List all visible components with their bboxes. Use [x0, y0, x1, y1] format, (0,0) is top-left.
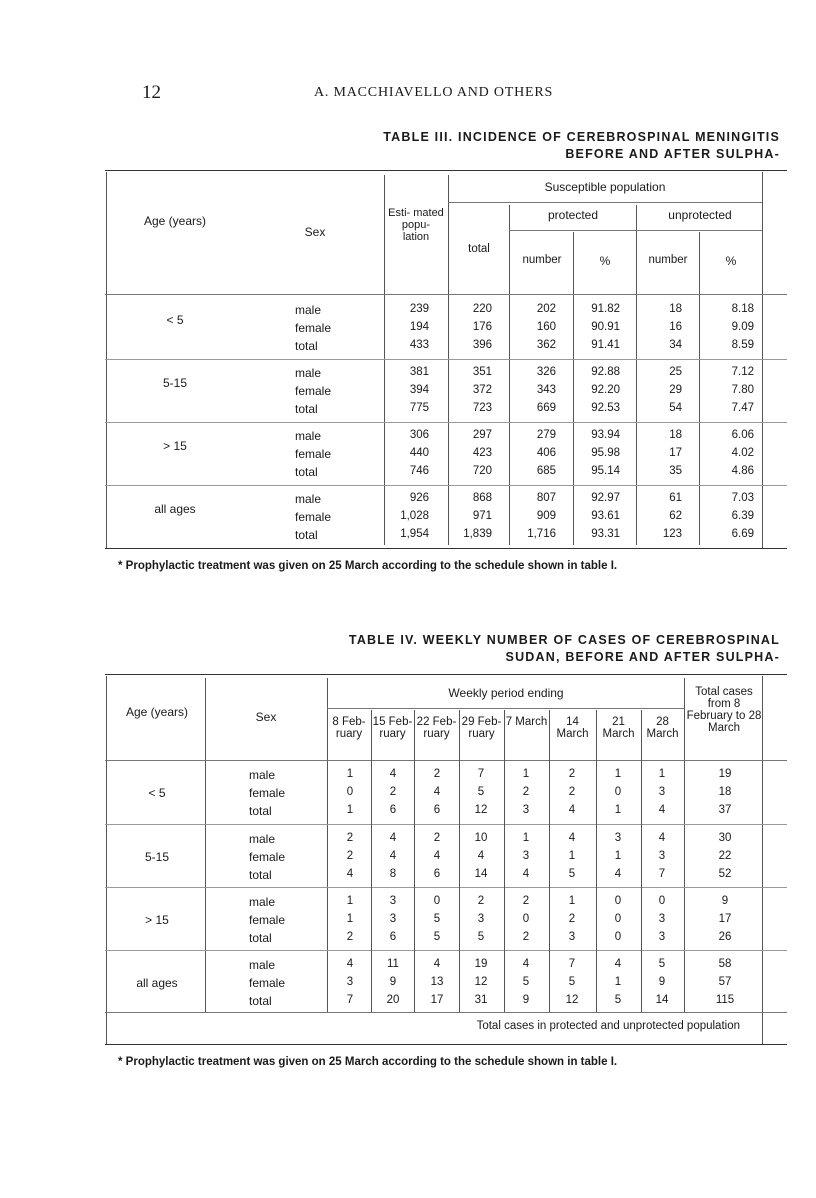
table4-cell: 9 [522, 994, 530, 1006]
table4-bottom-note: Total cases in protected and unprotected population [476, 1020, 740, 1032]
table3-cell: 326 [536, 366, 556, 378]
table3-cell: 95.14 [591, 465, 620, 477]
table4-cell: 2 [346, 832, 354, 844]
table3-cell: 343 [536, 384, 556, 396]
table4-week-header: 21 March [602, 716, 635, 740]
page-number: 12 [142, 82, 161, 103]
table3-cell: 433 [409, 339, 429, 351]
table3-header-sex: Sex [304, 225, 326, 239]
table4-cell: 4 [522, 868, 530, 880]
table4-cell: 14 [474, 868, 488, 880]
table3-cell: 91.82 [591, 303, 620, 315]
table3-cell: 93.61 [591, 510, 620, 522]
table4-cell: 1 [614, 976, 622, 988]
table3-cell: 669 [536, 402, 556, 414]
table3-cell: 723 [472, 402, 492, 414]
table4-cell: 2 [522, 786, 530, 798]
table3-cell: 775 [409, 402, 429, 414]
table4-cell: 7 [568, 958, 576, 970]
table4-cell: 19 [718, 768, 732, 780]
table4-cell: 2 [477, 895, 485, 907]
table4-group-rule [105, 950, 787, 951]
table4-header-weekly: Weekly period ending [448, 686, 564, 700]
table4-cell: 1 [614, 768, 622, 780]
table4-cell: 4 [389, 832, 397, 844]
table4-sub-rule [327, 708, 684, 709]
table4-note-rule [105, 1012, 787, 1013]
table3-left-border [106, 172, 107, 548]
table4-cell: 2 [522, 931, 530, 943]
table3-cell: 194 [409, 321, 429, 333]
table4-cell: 5 [568, 976, 576, 988]
table4-cell: 10 [474, 832, 488, 844]
table3-cell: 1,028 [400, 510, 429, 522]
table4-cell: 0 [614, 913, 622, 925]
table4-cell: 4 [658, 832, 666, 844]
table3-col-divider [384, 175, 385, 545]
table3-cell: 6.39 [731, 510, 754, 522]
table4-cell: 4 [389, 850, 397, 862]
table4-cell: 3 [658, 931, 666, 943]
table4-cell: 7 [658, 868, 666, 880]
table4-cell: 5 [477, 786, 485, 798]
table4-cell: 0 [614, 786, 622, 798]
table4-cell: 3 [658, 850, 666, 862]
table3-cell: 35 [669, 465, 682, 477]
table4-cell: 4 [568, 804, 576, 816]
table4-cell: 12 [474, 804, 488, 816]
table3-cell: 362 [536, 339, 556, 351]
table3-cell: 8.59 [731, 339, 754, 351]
table3-cell: 54 [669, 402, 682, 414]
table4-cell: 5 [477, 931, 485, 943]
table4-cell: 4 [389, 768, 397, 780]
table4-sex-label: male [249, 832, 276, 846]
table3-sex-label: total [295, 402, 318, 416]
table3-cell: 971 [472, 510, 492, 522]
table3-cell: 4.02 [731, 447, 754, 459]
table3-group-rule [105, 422, 787, 423]
table3-cell: 7.12 [731, 366, 754, 378]
table3-footnote: * Prophylactic treatment was given on 25 March according to the schedule shown in table I. [118, 560, 618, 572]
table3-sub-rule [509, 230, 762, 231]
table4-cell: 1 [346, 895, 354, 907]
table3-cell: 9.09 [731, 321, 754, 333]
table4-cell: 19 [474, 958, 488, 970]
table4-cell: 1 [568, 850, 576, 862]
table4-cell: 5 [433, 913, 441, 925]
table4-cell: 4 [614, 868, 622, 880]
table4-cell: 4 [614, 958, 622, 970]
table4-group-rule [105, 824, 787, 825]
table3-cell: 176 [472, 321, 492, 333]
table3-group-rule [105, 485, 787, 486]
table4-sex-label: female [249, 976, 286, 990]
table3-cell: 351 [472, 366, 492, 378]
table3-cell: 61 [669, 492, 682, 504]
table4-cell: 6 [433, 868, 441, 880]
table3-cell: 685 [536, 465, 556, 477]
table4-cell: 0 [614, 895, 622, 907]
table3-cell: 92.20 [591, 384, 620, 396]
table3-sex-label: total [295, 465, 318, 479]
table3-sex-label: female [295, 510, 332, 524]
table3-cell: 18 [669, 303, 682, 315]
table4-sex-label: female [249, 786, 286, 800]
table3-cell: 8.18 [731, 303, 754, 315]
table4-cell: 1 [346, 913, 354, 925]
table4-cell: 12 [474, 976, 488, 988]
table4-sex-label: male [249, 895, 276, 909]
table4-cell: 6 [389, 804, 397, 816]
table3-cell: 807 [536, 492, 556, 504]
table3-cell: 7.47 [731, 402, 754, 414]
table3-header-percent: % [599, 254, 611, 268]
table3-cell: 1,954 [400, 528, 429, 540]
table3-sex-label: male [295, 492, 322, 506]
table4-cell: 8 [389, 868, 397, 880]
table4-cell: 20 [386, 994, 400, 1006]
table4-cell: 3 [389, 895, 397, 907]
table4-week-header: 29 Feb- ruary [461, 716, 502, 740]
table4-cell: 18 [718, 786, 732, 798]
table4-cell: 4 [522, 958, 530, 970]
table3-caption [383, 129, 780, 163]
table4-cell: 1 [614, 850, 622, 862]
table3-cell: 16 [669, 321, 682, 333]
table4-bottom-rule [105, 1044, 787, 1045]
table3-cell: 239 [409, 303, 429, 315]
table3-cell: 93.94 [591, 429, 620, 441]
table4-cell: 11 [387, 958, 399, 970]
table4-cell: 4 [433, 958, 441, 970]
table3-cell: 92.97 [591, 492, 620, 504]
table4-cell: 14 [655, 994, 669, 1006]
table3-top-rule [105, 170, 787, 171]
table3-sex-label: female [295, 447, 332, 461]
table3-sex-label: male [295, 429, 322, 443]
table3-cell: 306 [409, 429, 429, 441]
table4-cell: 2 [389, 786, 397, 798]
table4-week-header: 15 Feb- ruary [372, 716, 413, 740]
table3-cell: 372 [472, 384, 492, 396]
table3-cell: 746 [409, 465, 429, 477]
table3-bottom-rule [105, 548, 787, 549]
table3-sub-rule [448, 202, 762, 203]
table4-cell: 6 [433, 804, 441, 816]
table4-cell: 6 [389, 931, 397, 943]
table4-cell: 1 [522, 832, 530, 844]
table4-cell: 12 [565, 994, 579, 1006]
table3-age-group: 5-15 [162, 376, 188, 390]
table4-cell: 3 [568, 931, 576, 943]
table3-cell: 4.86 [731, 465, 754, 477]
table3-header-susceptible: Susceptible population [544, 180, 666, 194]
table4-sex-label: female [249, 913, 286, 927]
table4-cell: 26 [718, 931, 732, 943]
table3-header-age: Age (years) [143, 214, 207, 228]
table4-age-group: all ages [136, 976, 178, 990]
table4-sex-label: male [249, 958, 276, 972]
table3-cell: 123 [662, 528, 682, 540]
table3-group-rule [105, 359, 787, 360]
table4-cell: 4 [568, 832, 576, 844]
table4-cell: 2 [346, 931, 354, 943]
table3-col-divider [448, 175, 449, 545]
table4-cell: 2 [568, 768, 576, 780]
table4-cell: 0 [522, 913, 530, 925]
table4-cell: 13 [430, 976, 444, 988]
table4-cell: 2 [433, 832, 441, 844]
table4-group-rule [105, 887, 787, 888]
table4-sex-label: total [249, 868, 272, 882]
table3-header-number-unprotected: number [648, 254, 688, 266]
table4-header-age: Age (years) [125, 705, 189, 719]
table3-header-unprotected: unprotected [668, 208, 732, 222]
table4-cell: 4 [346, 958, 354, 970]
table4-cell: 31 [474, 994, 488, 1006]
table3-cell: 34 [669, 339, 682, 351]
table4-week-header: 28 March [646, 716, 679, 740]
table4-cell: 9 [721, 895, 729, 907]
table3-cell: 17 [669, 447, 682, 459]
table4-week-header: 8 Feb- ruary [332, 716, 366, 740]
table3-header-estimated: Esti- mated popu- lation [388, 207, 444, 243]
table3-cell: 1,839 [463, 528, 492, 540]
table4-cell: 9 [389, 976, 397, 988]
table4-cell: 4 [433, 786, 441, 798]
table4-cell: 17 [430, 994, 444, 1006]
table3-cell: 92.53 [591, 402, 620, 414]
table4-cell: 22 [718, 850, 732, 862]
table4-cell: 4 [433, 850, 441, 862]
table3-cell: 423 [472, 447, 492, 459]
table3-cell: 91.41 [591, 339, 620, 351]
table3-header-total: total [468, 243, 490, 255]
table4-col-divider [205, 678, 206, 1012]
table3-cell: 220 [472, 303, 492, 315]
table4-cell: 5 [568, 868, 576, 880]
table3-cell: 6.69 [731, 528, 754, 540]
table3-sex-label: female [295, 384, 332, 398]
table4-cell: 0 [346, 786, 354, 798]
table4-cell: 5 [614, 994, 622, 1006]
table4-sex-label: male [249, 768, 276, 782]
table3-cell: 25 [669, 366, 682, 378]
table3-cell: 396 [472, 339, 492, 351]
table3-cell: 868 [472, 492, 492, 504]
table3-cell: 279 [536, 429, 556, 441]
table3-header-percent-unprotected: % [725, 254, 737, 268]
table3-cell: 160 [536, 321, 556, 333]
table4-cell: 0 [614, 931, 622, 943]
table4-sex-label: total [249, 994, 272, 1008]
table3-cell: 440 [409, 447, 429, 459]
table4-cell: 5 [658, 958, 666, 970]
table4-cell: 57 [718, 976, 732, 988]
table4-cell: 2 [433, 768, 441, 780]
table4-cell: 30 [718, 832, 732, 844]
table3-sex-label: male [295, 303, 322, 317]
table4-col-divider [684, 678, 685, 1012]
table4-week-headers [327, 716, 684, 758]
table3-cell: 1,716 [527, 528, 556, 540]
table4-cell: 1 [346, 804, 354, 816]
table4-cell: 5 [433, 931, 441, 943]
table4-sex-label: total [249, 931, 272, 945]
table3-header-protected: protected [547, 208, 599, 222]
table4-footnote: * Prophylactic treatment was given on 25 March according to the schedule shown in table I. [118, 1056, 618, 1068]
table4-week-header: 22 Feb- ruary [416, 716, 457, 740]
table3-cell: 7.80 [731, 384, 754, 396]
table3-header-rule [105, 294, 787, 295]
table4-age-group: > 15 [145, 913, 169, 927]
table3-sex-label: total [295, 339, 318, 353]
table4-cell: 2 [522, 895, 530, 907]
table4-left-border [106, 676, 107, 1044]
table3-cell: 406 [536, 447, 556, 459]
table4-cell: 9 [658, 976, 666, 988]
table4-cell: 58 [718, 958, 732, 970]
table3-sex-label: female [295, 321, 332, 335]
table3-cell: 29 [669, 384, 682, 396]
table3-age-group: > 15 [163, 439, 187, 453]
table4-cell: 2 [346, 850, 354, 862]
table4-top-rule [105, 674, 787, 675]
table3-cell: 18 [669, 429, 682, 441]
table3-cell: 6.06 [731, 429, 754, 441]
table4-week-header: 7 March [505, 716, 548, 728]
table4-cell: 4 [346, 868, 354, 880]
table3-sex-label: total [295, 528, 318, 542]
running-head: A. MACCHIAVELLO AND OTHERS [314, 85, 554, 100]
table4-age-group: < 5 [148, 786, 166, 800]
table4-caption-line2: SUDAN, BEFORE AND AFTER SULPHA- [505, 650, 780, 664]
table4-header-total-cases: Total cases from 8 February to 28 March [686, 686, 762, 734]
table3-cell: 720 [472, 465, 492, 477]
table4-caption-line1: TABLE IV. WEEKLY NUMBER OF CASES OF CEREBROSPINAL [348, 633, 780, 647]
table4-cell: 5 [522, 976, 530, 988]
table4-cell: 1 [614, 804, 622, 816]
table3-sex-label: male [295, 366, 322, 380]
table4-cell: 0 [433, 895, 441, 907]
table4-sex-label: total [249, 804, 272, 818]
table3-cell: 92.88 [591, 366, 620, 378]
table4-cell: 1 [522, 768, 530, 780]
table4-cell: 2 [568, 913, 576, 925]
table4-cell: 1 [346, 768, 354, 780]
table4-cell: 37 [718, 804, 732, 816]
table4-cell: 3 [389, 913, 397, 925]
table3-cell: 93.31 [591, 528, 620, 540]
table4-cell: 4 [658, 804, 666, 816]
table3-cell: 297 [472, 429, 492, 441]
table4-cell: 1 [568, 895, 576, 907]
table4-cell: 3 [522, 850, 530, 862]
table3-cell: 62 [669, 510, 682, 522]
table3-right-border [762, 172, 763, 548]
table3-header-number: number [522, 254, 562, 266]
table3-age-group: < 5 [166, 313, 184, 327]
table3-age-group: all ages [154, 502, 196, 516]
table4-cell: 3 [614, 832, 622, 844]
table4-week-header: 14 March [556, 716, 589, 740]
table4-sex-label: female [249, 850, 286, 864]
table4-cell: 2 [568, 786, 576, 798]
table3-cell: 95.98 [591, 447, 620, 459]
table3-caption-line1: TABLE III. INCIDENCE OF CEREBROSPINAL MENINGITIS [383, 130, 780, 144]
table4-cell: 52 [718, 868, 732, 880]
table4-header-rule [105, 760, 787, 761]
table4-cell: 3 [477, 913, 485, 925]
table4-cell: 1 [658, 768, 666, 780]
table4-cell: 3 [658, 786, 666, 798]
table4-age-group: 5-15 [144, 850, 170, 864]
table3-cell: 381 [409, 366, 429, 378]
table4-cell: 3 [658, 913, 666, 925]
table4-cell: 7 [477, 768, 485, 780]
table3-cell: 926 [409, 492, 429, 504]
table3-cell: 7.03 [731, 492, 754, 504]
table4-cell: 3 [346, 976, 354, 988]
table4-cell: 4 [477, 850, 485, 862]
table4-cell: 115 [715, 994, 735, 1006]
table3-caption-line2: BEFORE AND AFTER SULPHA- [565, 147, 780, 161]
table4-cell: 3 [522, 804, 530, 816]
table3-cell: 909 [536, 510, 556, 522]
table4-cell: 17 [718, 913, 732, 925]
table4-cell: 0 [658, 895, 666, 907]
table4-cell: 7 [346, 994, 354, 1006]
table4-header-sex: Sex [255, 710, 277, 724]
table3-cell: 394 [409, 384, 429, 396]
table3-cell: 202 [536, 303, 556, 315]
table4-right-border [762, 676, 763, 1044]
table3-cell: 90.91 [591, 321, 620, 333]
table4-caption [349, 632, 780, 666]
